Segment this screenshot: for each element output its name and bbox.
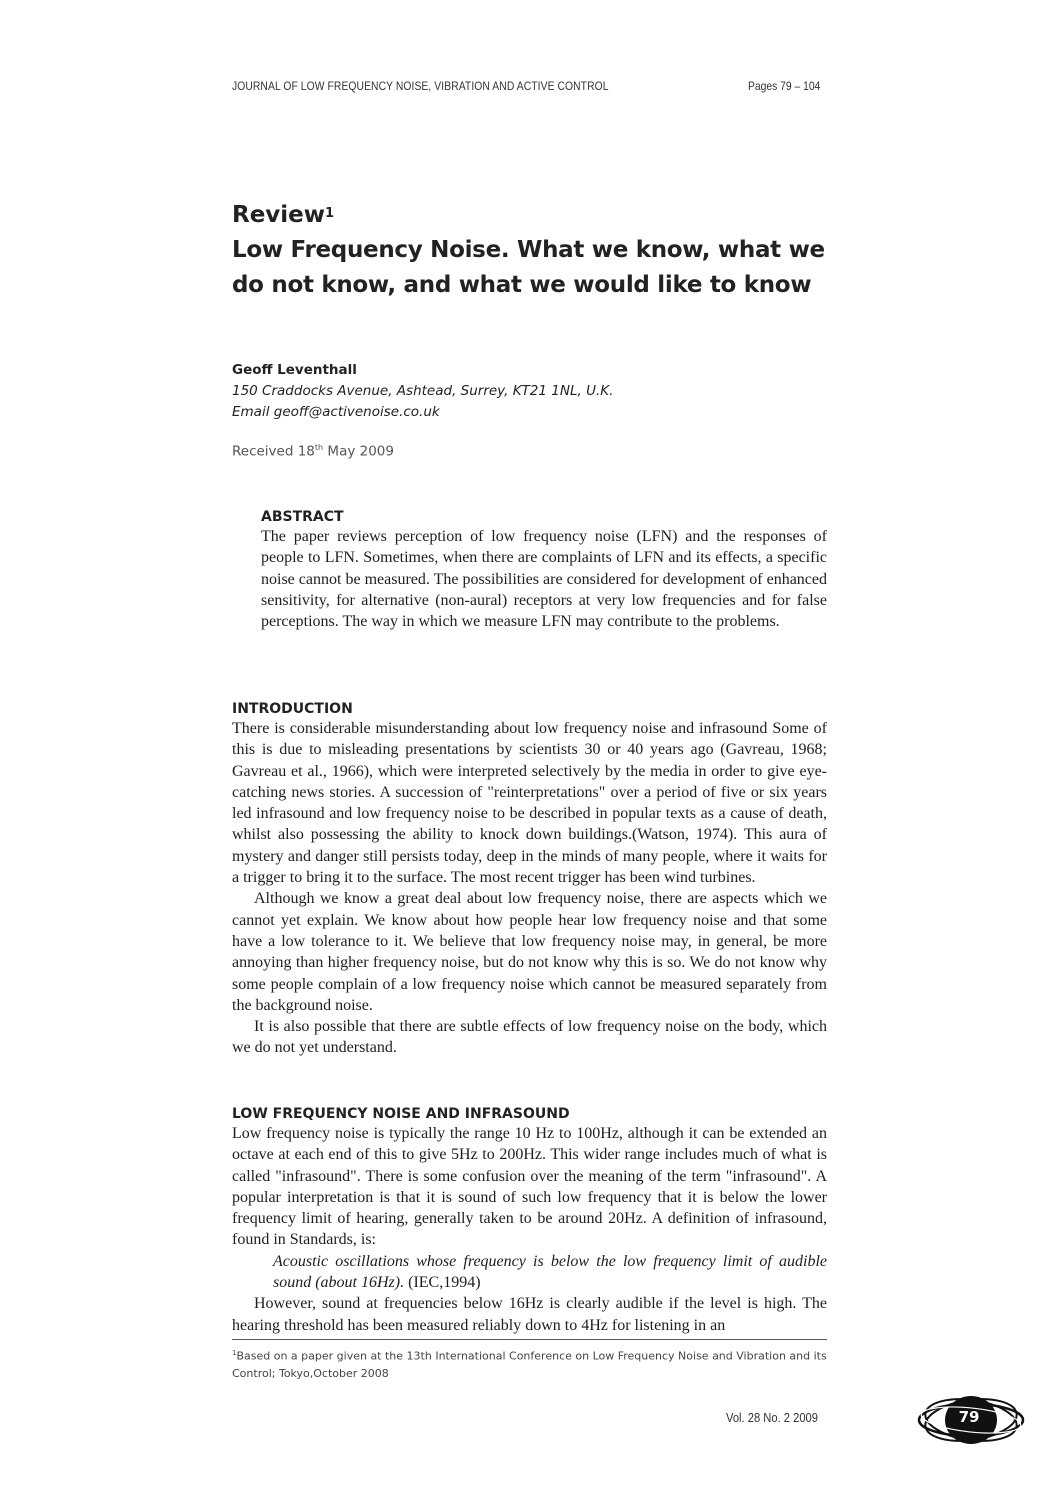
abstract-section: [261, 508, 827, 632]
received-prefix: Received 18: [232, 443, 315, 460]
page-number: 79: [958, 1408, 980, 1426]
running-header-pages: Pages 79 – 104: [748, 79, 821, 93]
definition-quote: [232, 1251, 827, 1294]
footer-volume: Vol. 28 No. 2 2009: [726, 1410, 819, 1425]
received-sup: th: [314, 443, 324, 452]
lfn-heading: LOW FREQUENCY NOISE AND INFRASOUND: [232, 1106, 570, 1122]
footnote: [232, 1345, 832, 1382]
lfn-infrasound-section: [232, 1105, 827, 1336]
author-address: 150 Craddocks Avenue, Ashtead, Surrey, KT21 1NL, U.K.: [232, 383, 614, 399]
quote-text: Acoustic oscillations whose frequency is below the low frequency limit of audible sound (about 16Hz).: [273, 1252, 827, 1292]
article-type-label: Review: [232, 202, 326, 228]
paragraph: Low frequency noise is typically the range 10 Hz to 100Hz, although it can be extended an octave at each end of this to give 5Hz to 200Hz. This wider range includes much of what is called "infrasound". There is some confusion over the meaning of the term "infrasound". A popular interpretation is that it is sound of such low frequency that it is below the lower frequency limit of hearing, generally taken to be around 20Hz. A definition of infrasound, found in Standards, is:: [232, 1125, 827, 1249]
footnote-mark[interactable]: 1: [325, 206, 335, 221]
quote-citation: (IEC,1994): [404, 1274, 481, 1292]
page-title: Low Frequency Noise. What we know, what we do not know, and what we would like to know: [232, 237, 825, 298]
introduction-heading: INTRODUCTION: [232, 701, 353, 717]
paragraph: Although we know a great deal about low frequency noise, there are aspects which we cannot yet explain. We know about how people hear low frequency noise and that some have a low tolerance to it. We believe that low frequency noise may, in general, be more annoying than higher frequency noise, but do not know why this is so. We do not know why some people complain of a low frequency noise which cannot be measured separately from the background noise.: [232, 890, 827, 1014]
received-suffix: May 2009: [323, 443, 394, 460]
abstract-text: The paper reviews perception of low frequency noise (LFN) and the responses of people to LFN. Sometimes, when there are complaints of LFN and its effects, a specific noise cannot be measured. The possibilities are considered for development of enhanced sensitivity, for alternative (non-aural) receptors at very low frequencies and for false perceptions. The way in which we measure LFN may contribute to the problems.: [261, 528, 827, 631]
paragraph: It is also possible that there are subtle effects of low frequency noise on the body, which we do not yet understand.: [232, 1018, 827, 1057]
author-name: Geoff Leventhall: [232, 362, 357, 378]
title-block: [232, 198, 832, 303]
paragraph: There is considerable misunderstanding about low frequency noise and infrasound Some of this is due to misleading presentations by scientists 30 or 40 years ago (Gavreau, 1968; Gavreau et al., 1966), which were interpreted selectively by the media in order to give eye-catching news stories. A succession of "reinterpretations" over a period of five or six years led infrasound and low frequency noise to be described in popular texts as a cause of death, whilst also possessing the ability to knock down buildings.(Watson, 1974). This aura of mystery and danger still persists today, deep in the minds of many people, where it waits for a trigger to bring it to the surface. The most recent trigger has been wind turbines.: [232, 720, 827, 887]
abstract-heading: ABSTRACT: [261, 509, 344, 525]
footnote-text: Based on a paper given at the 13th International Conference on Low Frequency Noise and Vibration and its Control; Tokyo,October 2008: [232, 1349, 827, 1380]
author-block: [232, 360, 832, 423]
introduction-section: [232, 700, 827, 1059]
received-date: [232, 443, 394, 460]
running-header-journal: JOURNAL OF LOW FREQUENCY NOISE, VIBRATION AND ACTIVE CONTROL: [232, 79, 609, 93]
article-type: [232, 198, 832, 233]
footnote-number: 1: [232, 1349, 237, 1357]
paragraph: However, sound at frequencies below 16Hz is clearly audible if the level is high. The hearing threshold has been measured reliably down to 4Hz for listening in an: [232, 1295, 827, 1334]
author-email[interactable]: Email geoff@activenoise.co.uk: [232, 404, 440, 420]
footnote-divider: [232, 1339, 827, 1340]
